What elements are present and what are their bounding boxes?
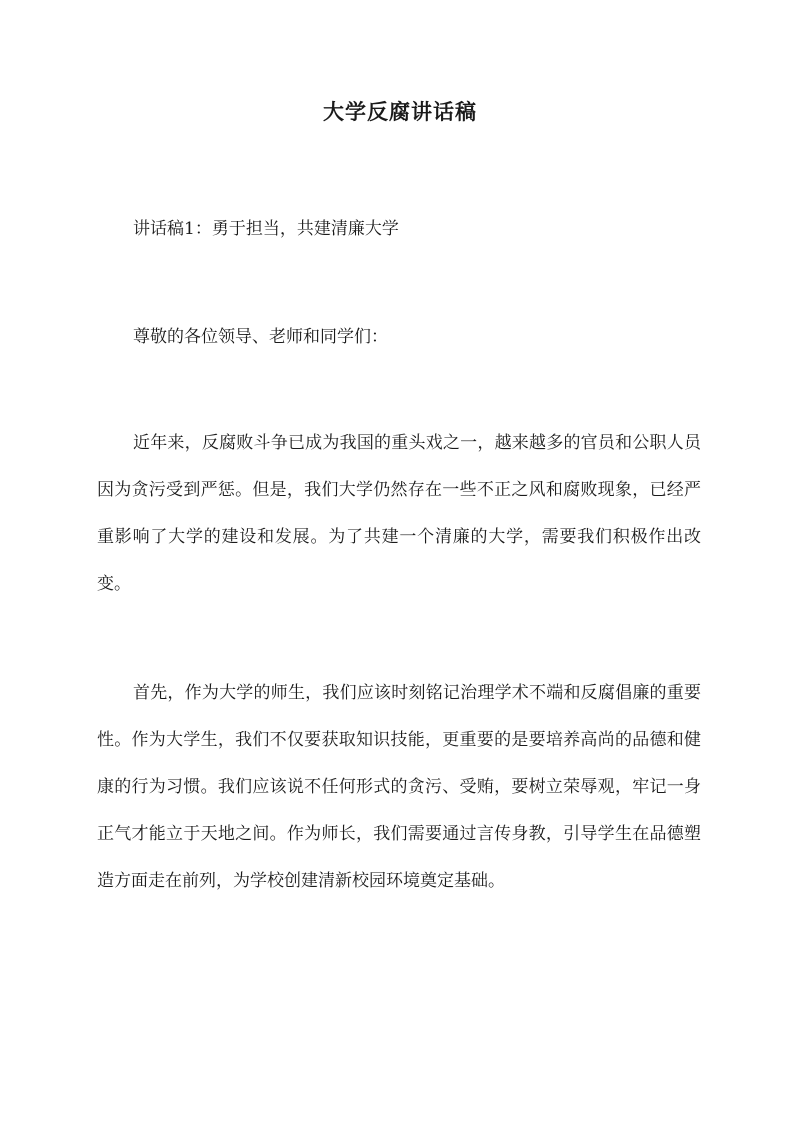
- paragraph-1: 近年来，反腐败斗争已成为我国的重头戏之一，越来越多的官员和公职人员因为贪污受到严惩。但是，我们大学仍然存在一些不正之风和腐败现象，已经严重影响了大学的建设和发展。为了共建一个清廉的大学，需要我们积极作出改变。: [97, 433, 701, 594]
- document-title: 大学反腐讲话稿: [323, 99, 477, 124]
- paragraph-2: 首先，作为大学的师生，我们应该时刻铭记治理学术不端和反腐倡廉的重要性。作为大学生，我们不仅要获取知识技能，更重要的是要培养高尚的品德和健康的行为习惯。我们应该说不任何形式的贪污、受贿，要树立荣辱观，牢记一身正气才能立于天地之间。作为师长，我们需要通过言传身教，引导学生在品德塑造方面走在前列，为学校创建清新校园环境奠定基础。: [97, 683, 701, 891]
- speech-subtitle: 讲话稿1：勇于担当，共建清廉大学: [133, 219, 399, 239]
- salutation: 尊敬的各位领导、老师和同学们：: [133, 327, 388, 347]
